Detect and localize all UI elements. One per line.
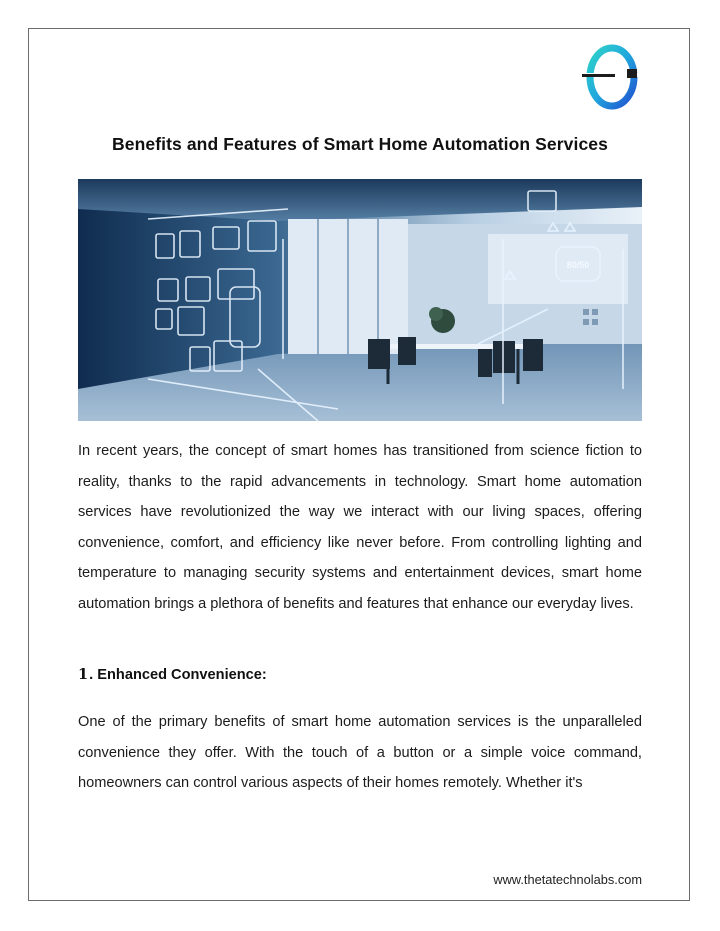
section-1-heading [78, 666, 267, 683]
intro-paragraph: In recent years, the concept of smart homes has transitioned from science fiction to reality, thanks to the rapid advancements in technology. Smart home automation services have revolutionized the way we interact with our living spaces, offering convenience, comfort, and efficiency like never before. From controlling lighting and temperature to managing security systems and entertainment devices, smart home automation brings a plethora of benefits and features that enhance our everyday lives. [78, 443, 642, 612]
document-title: Benefits and Features of Smart Home Automation Services [112, 134, 608, 154]
section-1-number: 1 [78, 666, 89, 683]
company-logo [582, 42, 642, 112]
hero-image-smart-home [78, 179, 642, 421]
section-1-paragraph: One of the primary benefits of smart home automation services is the unparalleled convenience they offer. With the touch of a button or a simple voice command, homeowners can control various aspects of their homes remotely. Whether it's [78, 714, 642, 791]
section-1-heading-text: . Enhanced Convenience: [89, 667, 267, 683]
footer-url: www.thetatechnolabs.com [493, 872, 642, 887]
hero-image-label: 80/50 [566, 260, 590, 270]
